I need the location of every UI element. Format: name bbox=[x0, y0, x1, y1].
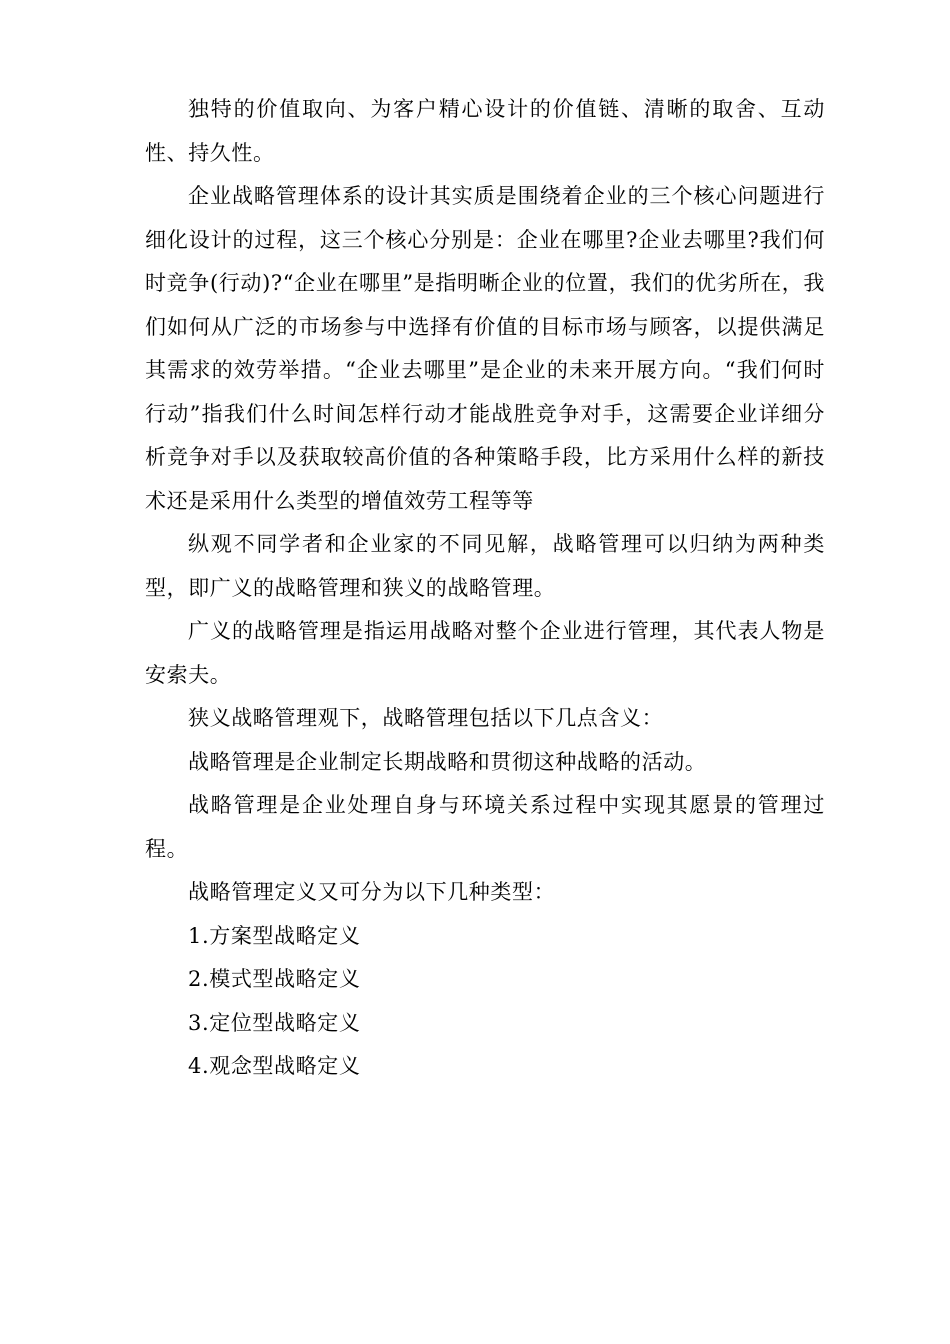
list-item-definition-3: 3.定位型战略定义 bbox=[188, 1010, 361, 1035]
paragraph-definition-types-intro: 战略管理定义又可分为以下几种类型： bbox=[188, 880, 556, 904]
paragraph-narrow-strategy-intro: 狭义战略管理观下，战略管理包括以下几点含义： bbox=[188, 706, 664, 730]
paragraph-narrow-meaning-2: 战略管理是企业处理自身与环境关系过程中实现其愿景的管理过程。 bbox=[145, 793, 825, 861]
paragraph-value-proposition: 独特的价值取向、为客户精心设计的价值链、清晰的取舍、互动性、持久性。 bbox=[145, 97, 825, 165]
list-item-definition-4: 4.观念型战略定义 bbox=[188, 1054, 361, 1078]
paragraph-strategy-system-design: 企业战略管理体系的设计其实质是围绕着企业的三个核心问题进行细化设计的过程，这三个核心分别是：企业在哪里?企业去哪里?我们何时竞争(行动)?“企业在哪里”是指明晰企业的位置，我们的优劣所在，我们如何从广泛的市场参与中选择有价值的目标市场与顾客，以提供满足其需求的效劳举措。“企业去哪里”是企业的未来开展方向。“我们何时行动”指我们什么时间怎样行动才能战胜竞争对手，这需要企业详细分析竞争对手以及获取较高价值的各种策略手段，比方采用什么样的新技术还是采用什么类型的增值效劳工程等等 bbox=[145, 184, 825, 513]
list-item-definition-2: 2.模式型战略定义 bbox=[188, 967, 361, 991]
paragraph-broad-strategy: 广义的战略管理是指运用战略对整个企业进行管理，其代表人物是安索夫。 bbox=[145, 619, 825, 687]
paragraph-narrow-meaning-1: 战略管理是企业制定长期战略和贯彻这种战略的活动。 bbox=[188, 749, 707, 774]
document-body bbox=[145, 88, 825, 1089]
list-item-definition-1: 1.方案型战略定义 bbox=[188, 923, 361, 948]
paragraph-strategy-types-overview: 纵观不同学者和企业家的不同见解，战略管理可以归纳为两种类型，即广义的战略管理和狭义的战略管理。 bbox=[145, 532, 825, 600]
